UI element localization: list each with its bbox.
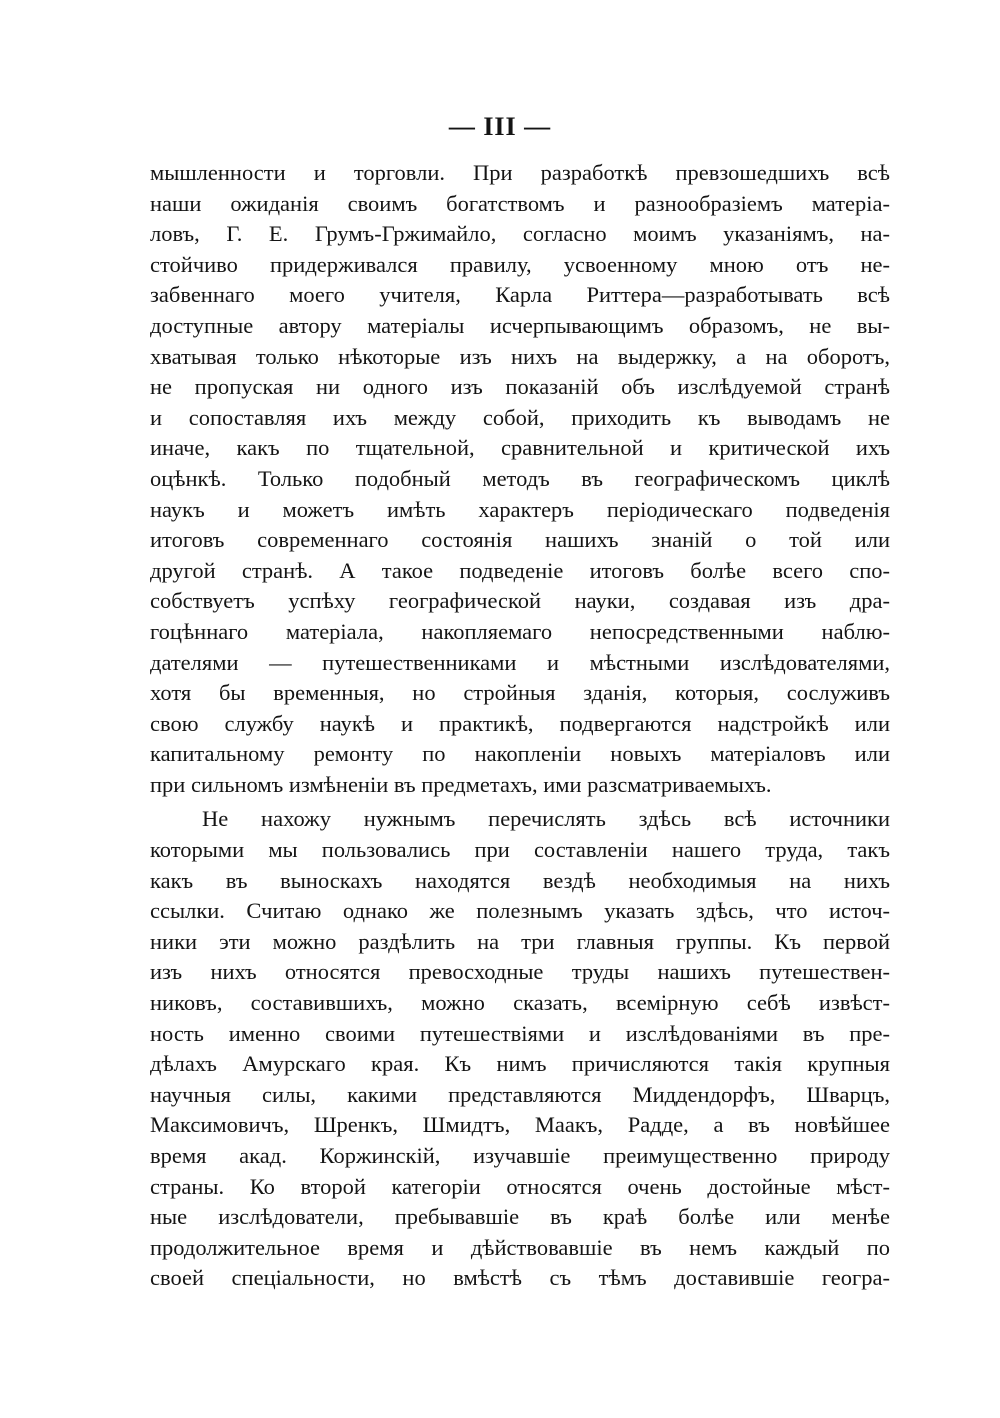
text-line: научныя силы, какими представляются Миддендорфъ, Шварцъ, xyxy=(150,1081,890,1107)
text-line: ники эти можно раздѣлить на три главныя группы. Къ первой xyxy=(150,928,890,954)
text-line: забвеннаго моего учителя, Карла Риттера—разработывать всѣ xyxy=(150,282,890,308)
text-line: капитальному ремонту по накопленіи новыхъ матеріаловъ или xyxy=(150,741,890,767)
text-line: при сильномъ измѣненіи въ предметахъ, ими разсматриваемыхъ. xyxy=(150,771,772,797)
text-line: иначе, какъ по тщательной, сравнительной и критической ихъ xyxy=(150,435,890,461)
text-line: которыми мы пользовались при составленіи нашего труда, такъ xyxy=(150,837,890,863)
text-line: время акад. Коржинскій, изучавшіе преимущественно природу xyxy=(150,1143,890,1168)
text-line: никовъ, составившихъ, можно сказать, всемірную себѣ извѣст- xyxy=(150,990,890,1016)
text-line: хватывая только нѣкоторые изъ нихъ на выдержку, а на оборотъ, xyxy=(150,343,890,369)
text-line: страны. Ко второй категоріи относятся очень достойные мѣст- xyxy=(150,1173,890,1199)
page-number: — III — xyxy=(448,112,552,141)
text-line: мышленности и торговли. При разработкѣ превзошедшихъ всѣ xyxy=(150,160,890,185)
text-line: дѣлахъ Амурскаго края. Къ нимъ причисляются такія крупныя xyxy=(150,1051,890,1077)
text-line: свою службу наукѣ и практикѣ, подвергаются надстройкѣ или xyxy=(150,710,890,736)
paragraph xyxy=(150,158,890,800)
text-line: другой странѣ. А такое подведеніе итоговъ болѣе всего спо- xyxy=(150,557,890,583)
text-line: ссылки. Считаю однако же полезнымъ указать здѣсь, что источ- xyxy=(150,898,890,924)
text-line: хотя бы временныя, но стройныя зданія, которыя, сослуживъ xyxy=(150,680,890,706)
text-line: стойчиво придерживался правилу, усвоенному мною отъ не- xyxy=(150,251,890,277)
text-line: ные изслѣдователи, пребывавшіе въ краѣ болѣе или менѣе xyxy=(150,1204,890,1230)
text-line: ловъ, Г. Е. Грумъ-Гржимайло, согласно моимъ указаніямъ, на- xyxy=(150,221,890,247)
text-line: изъ нихъ относятся превосходные труды нашихъ путешествен- xyxy=(150,959,890,985)
text-line: собствуетъ успѣху географической науки, создавая изъ дра- xyxy=(150,588,890,614)
text-line: и сопоставляя ихъ между собой, приходить къ выводамъ не xyxy=(150,404,890,430)
text-line: продолжительное время и дѣйствовавшіе въ немъ каждый по xyxy=(150,1234,890,1260)
text-line: гоцѣннаго матеріала, накопляемаго непосредственными наблю- xyxy=(150,618,890,644)
text-line: какъ въ выноскахъ находятся вездѣ необходимыя на нихъ xyxy=(150,867,890,893)
text-line: своей спеціальности, но вмѣстѣ съ тѣмъ доставившіе геогра- xyxy=(150,1265,890,1291)
text-line: наукъ и можетъ имѣть характеръ періодическаго подведенія xyxy=(150,496,890,522)
body-text xyxy=(150,158,890,1294)
text-line: ность именно своими путешествіями и изслѣдованіями въ пре- xyxy=(150,1020,890,1046)
text-line: оцѣнкѣ. Только подобный методъ въ географическомъ циклѣ xyxy=(150,465,890,491)
text-line: дателями — путешественниками и мѣстными изслѣдователями, xyxy=(150,649,890,675)
text-line: не пропуская ни одного изъ показаній объ изслѣдуемой странѣ xyxy=(150,374,890,400)
text-line: Максимовичъ, Шренкъ, Шмидтъ, Маакъ, Радде, а въ новѣйшее xyxy=(150,1112,890,1138)
text-line: итоговъ современнаго состоянія нашихъ знаній о той или xyxy=(150,527,890,553)
paragraph xyxy=(150,804,890,1294)
text-line: наши ожиданія своимъ богатствомъ и разнообразіемъ матеріа- xyxy=(150,190,890,216)
text-line: Не нахожу нужнымъ перечислять здѣсь всѣ источники xyxy=(202,806,890,832)
text-line: доступные автору матеріалы исчерпывающимъ образомъ, не вы- xyxy=(150,312,890,338)
